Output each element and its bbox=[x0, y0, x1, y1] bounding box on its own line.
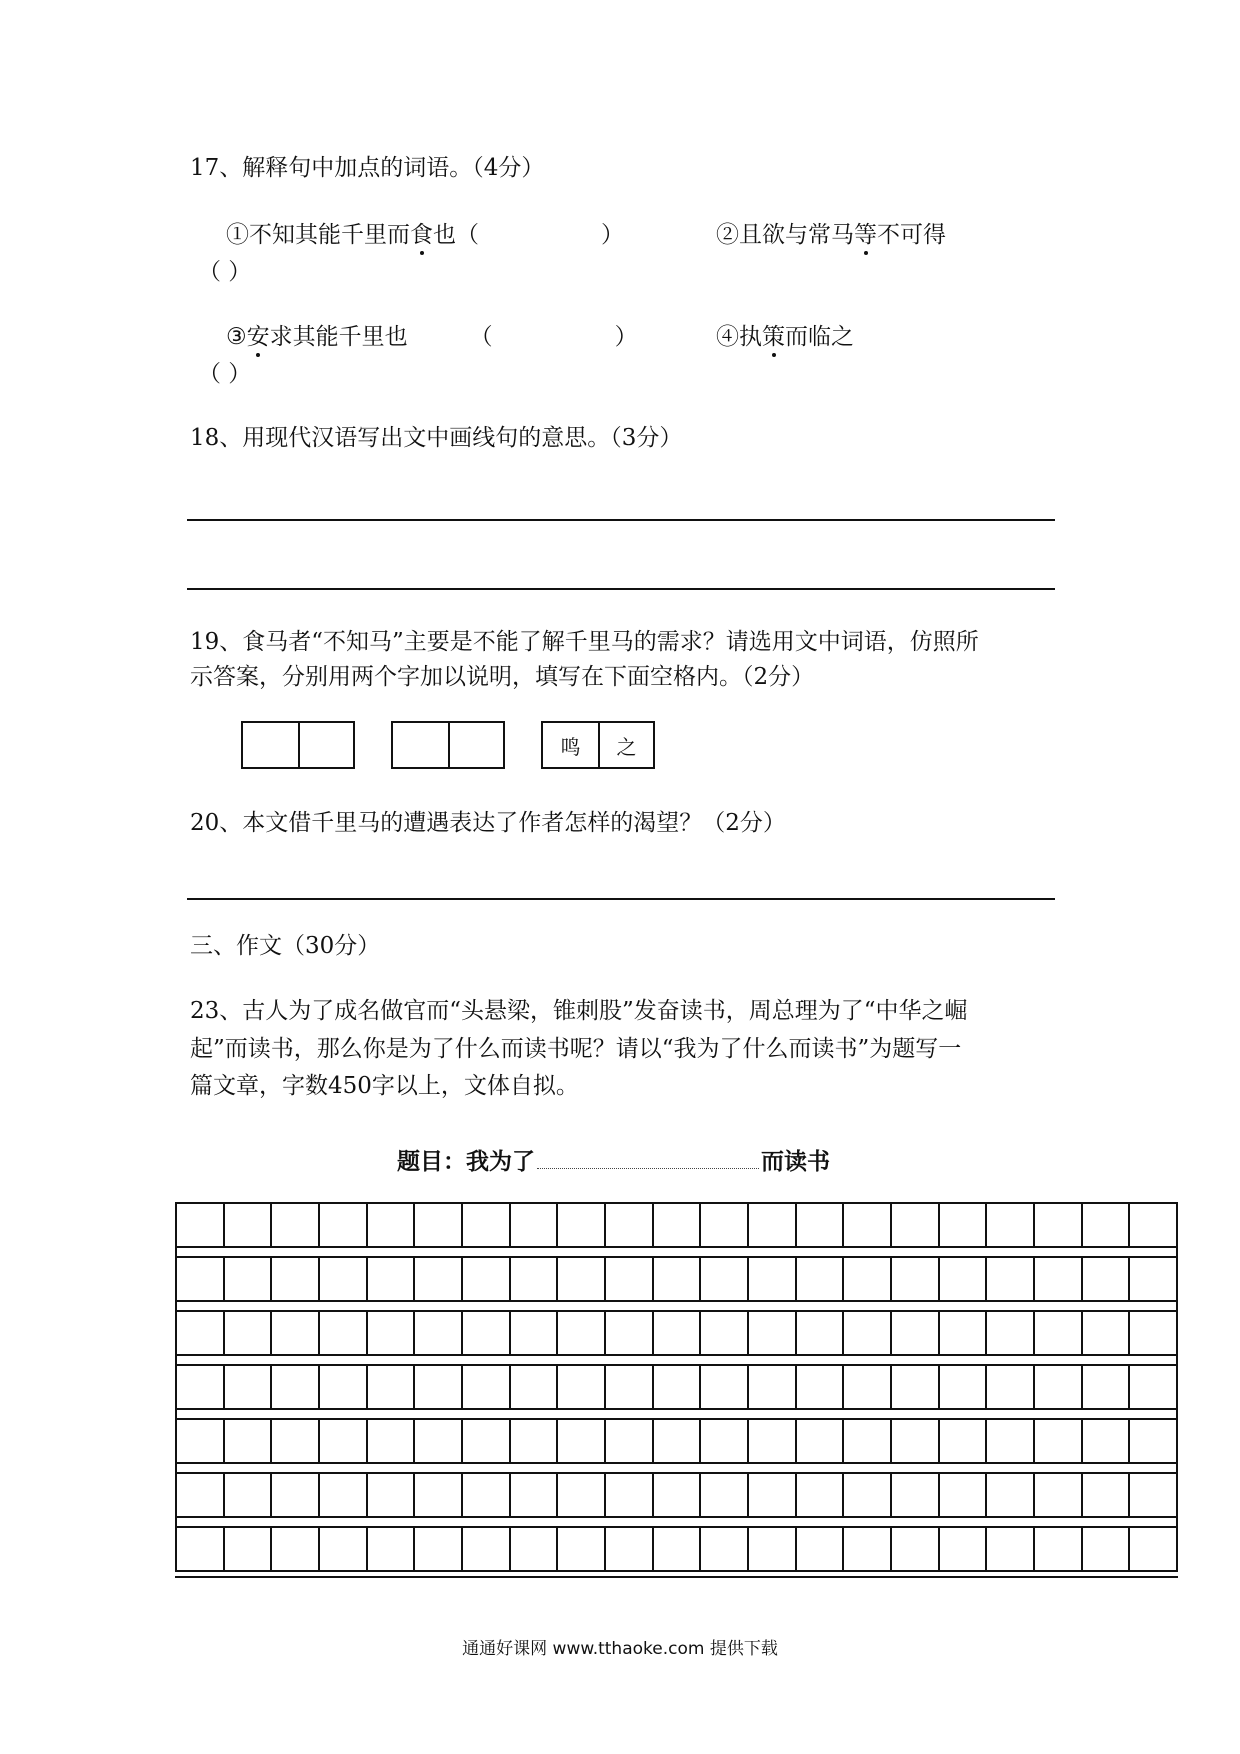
answer-box-2[interactable] bbox=[391, 721, 505, 769]
q23-line-2: 起”而读书，那么你是为了什么而读书呢？请以“我为了什么而读书”为题写一 bbox=[190, 1036, 962, 1062]
q17-item-1: ①不知其能千里而食也（ ） bbox=[226, 222, 624, 248]
grid-square[interactable] bbox=[511, 1528, 559, 1570]
grid-square[interactable] bbox=[844, 1528, 892, 1570]
grid-row bbox=[175, 1256, 1178, 1300]
grid-square[interactable] bbox=[701, 1258, 749, 1300]
grid-square[interactable] bbox=[1035, 1258, 1083, 1300]
grid-square[interactable] bbox=[1130, 1420, 1176, 1462]
q17-item-2-answer: （ ） bbox=[198, 259, 252, 285]
grid-square[interactable] bbox=[320, 1312, 368, 1354]
title-blank[interactable] bbox=[537, 1148, 759, 1169]
grid-square[interactable] bbox=[463, 1528, 511, 1570]
grid-square[interactable] bbox=[940, 1204, 988, 1246]
grid-square[interactable] bbox=[1130, 1258, 1176, 1300]
grid-square[interactable] bbox=[177, 1258, 225, 1300]
grid-square[interactable] bbox=[415, 1366, 463, 1408]
footer: 通通好课网 www.tthaoke.com 提供下载 bbox=[462, 1639, 778, 1659]
grid-square[interactable] bbox=[797, 1474, 845, 1516]
q20-prompt: 20、本文借千里马的遭遇表达了作者怎样的渴望？（2分） bbox=[190, 810, 786, 836]
q17-item-4: ④执策而临之 bbox=[716, 324, 854, 350]
grid-square[interactable] bbox=[844, 1474, 892, 1516]
grid-square[interactable] bbox=[558, 1474, 606, 1516]
grid-square[interactable] bbox=[749, 1258, 797, 1300]
grid-square[interactable] bbox=[415, 1312, 463, 1354]
grid-square[interactable] bbox=[511, 1420, 559, 1462]
grid-square[interactable] bbox=[892, 1474, 940, 1516]
grid-square[interactable] bbox=[511, 1474, 559, 1516]
dotted-char: 食 bbox=[410, 222, 433, 248]
grid-square[interactable] bbox=[987, 1258, 1035, 1300]
grid-square[interactable] bbox=[368, 1204, 416, 1246]
dotted-char: 等 bbox=[854, 222, 877, 248]
grid-square[interactable] bbox=[272, 1528, 320, 1570]
answer-line bbox=[187, 898, 1055, 900]
grid-square[interactable] bbox=[701, 1528, 749, 1570]
grid-square[interactable] bbox=[463, 1258, 511, 1300]
grid-square[interactable] bbox=[749, 1420, 797, 1462]
answer-line bbox=[187, 519, 1055, 521]
grid-square[interactable] bbox=[225, 1474, 273, 1516]
q17-prompt: 17、解释句中加点的词语。（4分） bbox=[190, 155, 545, 181]
grid-square[interactable] bbox=[558, 1312, 606, 1354]
grid-square[interactable] bbox=[940, 1366, 988, 1408]
grid-square[interactable] bbox=[177, 1474, 225, 1516]
composition-grid[interactable] bbox=[175, 1202, 1178, 1578]
q19-prompt-line-2: 示答案，分别用两个字加以说明，填写在下面空格内。（2分） bbox=[190, 664, 815, 690]
grid-square[interactable] bbox=[797, 1258, 845, 1300]
grid-row bbox=[175, 1472, 1178, 1516]
grid-square[interactable] bbox=[1035, 1366, 1083, 1408]
grid-row bbox=[175, 1310, 1178, 1354]
grid-square[interactable] bbox=[320, 1420, 368, 1462]
grid-square[interactable] bbox=[225, 1420, 273, 1462]
grid-square[interactable] bbox=[272, 1258, 320, 1300]
grid-square[interactable] bbox=[844, 1258, 892, 1300]
grid-square[interactable] bbox=[463, 1366, 511, 1408]
section-heading: 三、作文（30分） bbox=[190, 933, 381, 959]
grid-square[interactable] bbox=[844, 1312, 892, 1354]
grid-square[interactable] bbox=[606, 1474, 654, 1516]
grid-square[interactable] bbox=[320, 1528, 368, 1570]
grid-square[interactable] bbox=[1130, 1204, 1176, 1246]
grid-square[interactable] bbox=[654, 1474, 702, 1516]
grid-square[interactable] bbox=[1130, 1474, 1176, 1516]
grid-square[interactable] bbox=[368, 1474, 416, 1516]
answer-cell[interactable] bbox=[393, 723, 448, 767]
grid-square[interactable] bbox=[463, 1420, 511, 1462]
grid-row-gap bbox=[175, 1246, 1178, 1256]
grid-square[interactable] bbox=[272, 1474, 320, 1516]
answer-line bbox=[187, 588, 1055, 590]
grid-row bbox=[175, 1202, 1178, 1246]
grid-square[interactable] bbox=[1130, 1528, 1176, 1570]
q17-item-2: ②且欲与常马等不可得 bbox=[716, 222, 946, 248]
q23-line-3: 篇文章，字数450字以上，文体自拟。 bbox=[190, 1073, 579, 1099]
grid-square[interactable] bbox=[797, 1204, 845, 1246]
grid-square[interactable] bbox=[320, 1204, 368, 1246]
grid-square[interactable] bbox=[797, 1312, 845, 1354]
q19-prompt-line-1: 19、食马者“不知马”主要是不能了解千里马的需求？请选用文中词语，仿照所 bbox=[190, 629, 979, 655]
grid-square[interactable] bbox=[940, 1528, 988, 1570]
grid-square[interactable] bbox=[797, 1528, 845, 1570]
answer-box-1[interactable] bbox=[241, 721, 355, 769]
grid-square[interactable] bbox=[749, 1312, 797, 1354]
grid-square[interactable] bbox=[558, 1366, 606, 1408]
grid-square[interactable] bbox=[177, 1204, 225, 1246]
grid-square[interactable] bbox=[940, 1258, 988, 1300]
grid-square[interactable] bbox=[701, 1366, 749, 1408]
dotted-char: 安 bbox=[246, 324, 270, 350]
grid-square[interactable] bbox=[177, 1420, 225, 1462]
grid-square[interactable] bbox=[892, 1312, 940, 1354]
grid-square[interactable] bbox=[701, 1474, 749, 1516]
grid-square[interactable] bbox=[606, 1204, 654, 1246]
grid-square[interactable] bbox=[272, 1312, 320, 1354]
grid-square[interactable] bbox=[1035, 1528, 1083, 1570]
grid-row-gap bbox=[175, 1354, 1178, 1364]
grid-square[interactable] bbox=[225, 1258, 273, 1300]
grid-square[interactable] bbox=[606, 1528, 654, 1570]
grid-bottom-border bbox=[175, 1570, 1178, 1578]
grid-square[interactable] bbox=[797, 1420, 845, 1462]
grid-square[interactable] bbox=[797, 1366, 845, 1408]
answer-cell[interactable] bbox=[243, 723, 298, 767]
grid-square[interactable] bbox=[415, 1528, 463, 1570]
grid-square[interactable] bbox=[940, 1420, 988, 1462]
grid-square[interactable] bbox=[368, 1312, 416, 1354]
grid-square[interactable] bbox=[606, 1366, 654, 1408]
grid-square[interactable] bbox=[987, 1528, 1035, 1570]
grid-square[interactable] bbox=[1083, 1204, 1131, 1246]
grid-square[interactable] bbox=[177, 1312, 225, 1354]
grid-square[interactable] bbox=[1083, 1420, 1131, 1462]
grid-square[interactable] bbox=[987, 1312, 1035, 1354]
grid-square[interactable] bbox=[368, 1366, 416, 1408]
grid-square[interactable] bbox=[177, 1528, 225, 1570]
answer-cell[interactable] bbox=[298, 723, 353, 767]
grid-square[interactable] bbox=[272, 1204, 320, 1246]
grid-square[interactable] bbox=[1083, 1366, 1131, 1408]
grid-square[interactable] bbox=[368, 1528, 416, 1570]
grid-square[interactable] bbox=[654, 1204, 702, 1246]
grid-square[interactable] bbox=[654, 1258, 702, 1300]
grid-row bbox=[175, 1364, 1178, 1408]
grid-square[interactable] bbox=[987, 1474, 1035, 1516]
grid-square[interactable] bbox=[606, 1312, 654, 1354]
q17-item-4-answer: （ ） bbox=[198, 361, 252, 387]
grid-square[interactable] bbox=[892, 1366, 940, 1408]
grid-square[interactable] bbox=[892, 1420, 940, 1462]
grid-square[interactable] bbox=[511, 1258, 559, 1300]
grid-square[interactable] bbox=[987, 1420, 1035, 1462]
grid-square[interactable] bbox=[749, 1366, 797, 1408]
grid-square[interactable] bbox=[749, 1474, 797, 1516]
grid-square[interactable] bbox=[701, 1420, 749, 1462]
grid-square[interactable] bbox=[1083, 1312, 1131, 1354]
grid-square[interactable] bbox=[1035, 1204, 1083, 1246]
example-box bbox=[541, 721, 655, 769]
grid-row-gap bbox=[175, 1516, 1178, 1526]
grid-square[interactable] bbox=[415, 1474, 463, 1516]
grid-square[interactable] bbox=[558, 1258, 606, 1300]
grid-square[interactable] bbox=[654, 1366, 702, 1408]
grid-square[interactable] bbox=[511, 1366, 559, 1408]
grid-square[interactable] bbox=[558, 1204, 606, 1246]
grid-square[interactable] bbox=[1083, 1258, 1131, 1300]
grid-square[interactable] bbox=[368, 1258, 416, 1300]
grid-square[interactable] bbox=[987, 1366, 1035, 1408]
grid-square[interactable] bbox=[844, 1420, 892, 1462]
grid-square[interactable] bbox=[749, 1528, 797, 1570]
grid-square[interactable] bbox=[1083, 1528, 1131, 1570]
grid-row bbox=[175, 1526, 1178, 1570]
grid-square[interactable] bbox=[272, 1366, 320, 1408]
grid-square[interactable] bbox=[892, 1528, 940, 1570]
grid-square[interactable] bbox=[463, 1312, 511, 1354]
grid-square[interactable] bbox=[1035, 1420, 1083, 1462]
grid-square[interactable] bbox=[701, 1204, 749, 1246]
grid-square[interactable] bbox=[1130, 1312, 1176, 1354]
grid-square[interactable] bbox=[1083, 1474, 1131, 1516]
grid-square[interactable] bbox=[940, 1312, 988, 1354]
grid-square[interactable] bbox=[606, 1420, 654, 1462]
example-char: 之 bbox=[598, 723, 653, 767]
grid-square[interactable] bbox=[987, 1204, 1035, 1246]
grid-square[interactable] bbox=[368, 1420, 416, 1462]
grid-square[interactable] bbox=[892, 1204, 940, 1246]
grid-square[interactable] bbox=[463, 1474, 511, 1516]
grid-square[interactable] bbox=[654, 1528, 702, 1570]
grid-row-gap bbox=[175, 1462, 1178, 1472]
grid-square[interactable] bbox=[606, 1258, 654, 1300]
grid-square[interactable] bbox=[225, 1312, 273, 1354]
grid-square[interactable] bbox=[701, 1312, 749, 1354]
grid-square[interactable] bbox=[749, 1204, 797, 1246]
grid-square[interactable] bbox=[225, 1204, 273, 1246]
grid-square[interactable] bbox=[654, 1420, 702, 1462]
grid-square[interactable] bbox=[844, 1366, 892, 1408]
q17-item-3: ③安求其能千里也 （ ） bbox=[226, 324, 638, 350]
grid-square[interactable] bbox=[558, 1528, 606, 1570]
grid-square[interactable] bbox=[511, 1312, 559, 1354]
grid-square[interactable] bbox=[558, 1420, 606, 1462]
essay-title: 题目：我为了 而读书 bbox=[397, 1149, 830, 1175]
grid-row-gap bbox=[175, 1300, 1178, 1310]
grid-square[interactable] bbox=[177, 1366, 225, 1408]
grid-square[interactable] bbox=[940, 1474, 988, 1516]
grid-square[interactable] bbox=[225, 1366, 273, 1408]
grid-row bbox=[175, 1418, 1178, 1462]
grid-square[interactable] bbox=[892, 1258, 940, 1300]
q23-line-1: 23、古人为了成名做官而“头悬梁，锥刺股”发奋读书，周总理为了“中华之崛 bbox=[190, 998, 968, 1024]
grid-square[interactable] bbox=[320, 1258, 368, 1300]
grid-square[interactable] bbox=[415, 1420, 463, 1462]
grid-square[interactable] bbox=[654, 1312, 702, 1354]
example-char: 鸣 bbox=[560, 734, 581, 759]
grid-square[interactable] bbox=[415, 1204, 463, 1246]
q18-prompt: 18、用现代汉语写出文中画线句的意思。（3分） bbox=[190, 425, 683, 451]
answer-cell[interactable] bbox=[448, 723, 503, 767]
grid-square[interactable] bbox=[320, 1366, 368, 1408]
grid-square[interactable] bbox=[320, 1474, 368, 1516]
grid-row-gap bbox=[175, 1408, 1178, 1418]
grid-square[interactable] bbox=[272, 1420, 320, 1462]
grid-square[interactable] bbox=[415, 1258, 463, 1300]
grid-square[interactable] bbox=[1035, 1474, 1083, 1516]
grid-square[interactable] bbox=[225, 1528, 273, 1570]
grid-square[interactable] bbox=[463, 1204, 511, 1246]
grid-square[interactable] bbox=[511, 1204, 559, 1246]
grid-square[interactable] bbox=[1035, 1312, 1083, 1354]
dotted-char: 策 bbox=[762, 324, 785, 350]
grid-square[interactable] bbox=[1130, 1366, 1176, 1408]
grid-square[interactable] bbox=[844, 1204, 892, 1246]
